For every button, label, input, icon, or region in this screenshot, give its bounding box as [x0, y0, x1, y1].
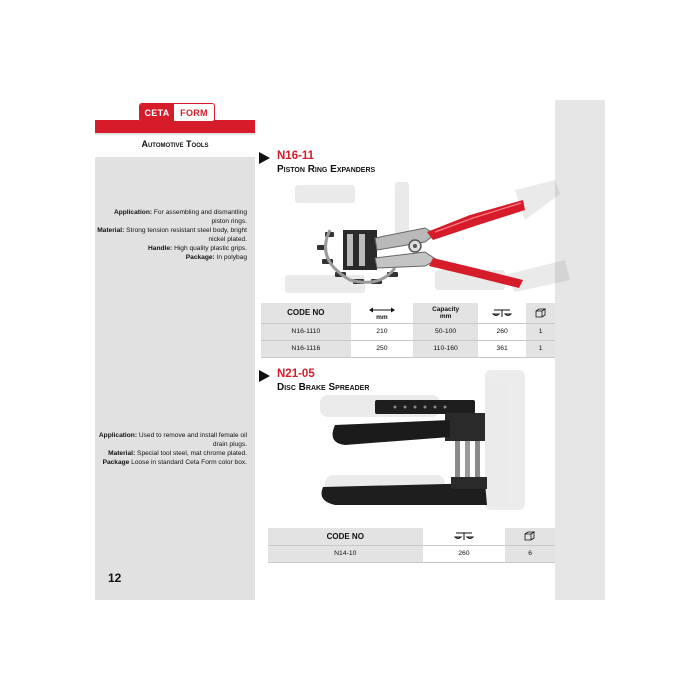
cell-box: 1 — [526, 323, 555, 340]
product-2-table — [268, 528, 555, 563]
product-2-specs — [97, 431, 247, 467]
box-icon — [524, 531, 536, 541]
col-box-header — [505, 528, 555, 545]
double-arrow-icon — [369, 307, 395, 313]
cell-box: 1 — [526, 340, 555, 357]
spec-line: Package: In polybag — [185, 254, 247, 261]
spec-line: Material: Special tool steel, mat chrome plated. — [108, 450, 247, 457]
page-number: 12 — [108, 571, 122, 585]
cell-length: 250 — [351, 340, 413, 357]
box-icon — [535, 308, 547, 318]
cell-capacity: 50-100 — [413, 323, 478, 340]
scale-icon — [454, 531, 474, 541]
table-row — [268, 545, 555, 562]
spec-line: Package Loose in standard Ceta Form color box. — [102, 459, 247, 466]
col-code-header: CODE NO — [261, 303, 351, 323]
cell-weight: 260 — [478, 323, 526, 340]
cell-weight: 260 — [423, 545, 506, 562]
cell-capacity: 110-160 — [413, 340, 478, 357]
cell-length: 210 — [351, 323, 413, 340]
spec-line: Material: Strong tension resistant steel body, bright nickel plated. — [97, 227, 247, 243]
product-code: N21-05 — [277, 368, 315, 380]
col-length-header — [351, 303, 413, 323]
capacity-label: Capacity — [432, 305, 460, 313]
product-name: Piston Ring Expanders — [277, 164, 376, 175]
length-unit: mm — [376, 313, 388, 321]
cell-box: 6 — [505, 545, 555, 562]
scale-icon — [492, 308, 512, 318]
product-code: N16-11 — [277, 150, 315, 162]
capacity-unit: mm — [439, 312, 452, 320]
col-code-header: CODE NO — [268, 528, 423, 545]
spec-line: Application: For assembling and dismantling piston rings. — [113, 209, 247, 225]
cell-weight: 361 — [478, 340, 526, 357]
right-band — [555, 100, 605, 600]
spec-line: Application: Used to remove and install female oil drain plugs. — [98, 432, 247, 448]
triangle-arrow-icon — [259, 370, 270, 382]
col-weight-header — [423, 528, 506, 545]
triangle-arrow-icon — [259, 152, 270, 164]
table-row — [261, 340, 555, 357]
spec-line: Handle: High quality plastic grips. — [148, 245, 247, 252]
cell-code: N16-1110 — [261, 323, 351, 340]
section-title: Automotive Tools — [95, 135, 255, 157]
col-weight-header — [478, 303, 526, 323]
col-box-header — [526, 303, 555, 323]
cell-code: N14-10 — [268, 545, 423, 562]
sidebar — [95, 100, 255, 600]
disc-brake-spreader-image — [315, 365, 545, 515]
logo-right: FORM — [180, 107, 208, 118]
catalog-page — [95, 100, 605, 600]
product-name: Disc Brake Spreader — [277, 382, 370, 393]
logo-left: CETA — [140, 104, 174, 121]
product-1-specs — [97, 208, 247, 262]
col-capacity-header — [413, 303, 478, 323]
brand-logo — [139, 103, 215, 122]
cell-code: N16-1116 — [261, 340, 351, 357]
piston-ring-expander-image — [275, 180, 575, 305]
table-row — [261, 323, 555, 340]
product-1-table — [261, 303, 555, 358]
